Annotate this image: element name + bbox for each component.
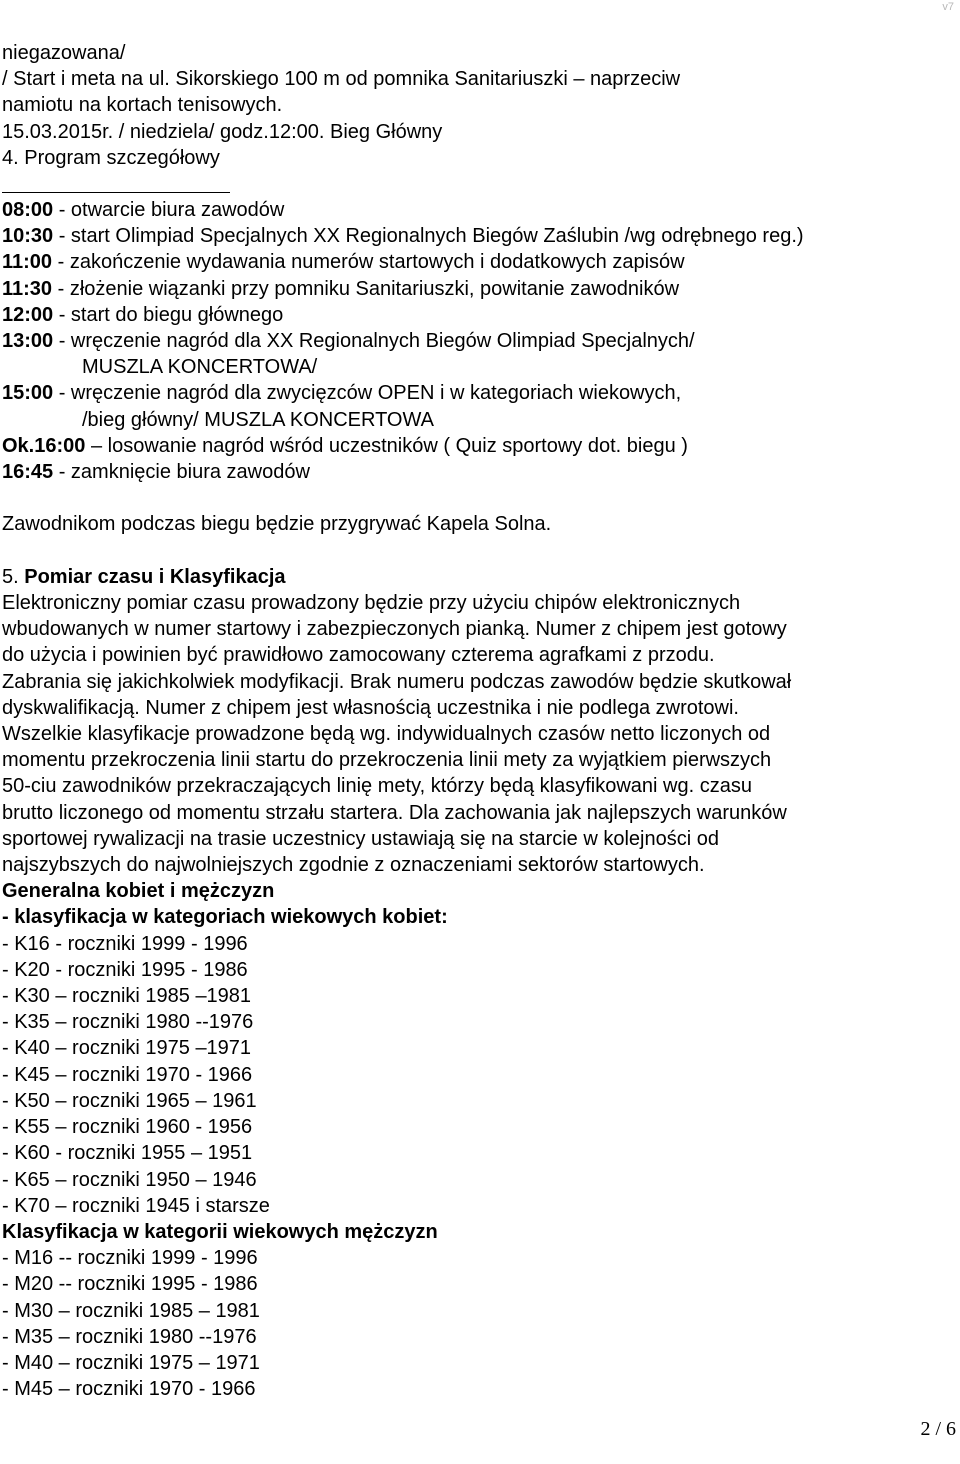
category-item: - K16 - roczniki 1999 - 1996 (2, 932, 248, 955)
paragraph-line: dyskwalifikacją. Numer z chipem jest własnością uczestnika i nie podlega zwrotowi. (2, 696, 739, 719)
paragraph-line: momentu przekroczenia linii startu do przekroczenia linii mety za wyjątkiem pierwszych (2, 749, 772, 772)
schedule-text: - zakończenie wydawania numerów startowych i dodatkowych zapisów (52, 251, 685, 274)
schedule-time: 13:00 (2, 330, 54, 353)
schedule-time: 16:45 (2, 461, 54, 484)
category-item: - K50 – roczniki 1965 – 1961 (2, 1089, 257, 1112)
category-item: - K30 – roczniki 1985 –1981 (2, 985, 252, 1008)
section-paragraph (2, 590, 952, 878)
schedule-item (2, 459, 952, 485)
men-categories (2, 1245, 952, 1402)
version-label: v7 (942, 1, 954, 13)
schedule-item (2, 433, 952, 459)
category-item: - K45 – roczniki 1970 - 1966 (2, 1063, 253, 1086)
paragraph-line: najszybszych do najwolniejszych zgodnie z oznaczeniami sektorów startowych. (2, 854, 705, 877)
general-heading: Generalna kobiet i mężczyzn (2, 880, 275, 903)
category-item: - K60 - roczniki 1955 – 1951 (2, 1142, 253, 1165)
category-item: - K20 - roczniki 1995 - 1986 (2, 958, 248, 981)
category-item: - K55 – roczniki 1960 - 1956 (2, 1116, 253, 1139)
category-item: - K70 – roczniki 1945 i starsze (2, 1194, 270, 1217)
schedule-text: - złożenie wiązanki przy pomniku Sanitariuszki, powitanie zawodników (52, 277, 680, 300)
paragraph-line: brutto liczonego od momentu strzału startera. Dla zachowania jak najlepszych warunków (2, 801, 787, 824)
section-heading (2, 564, 952, 590)
paragraph-line: Zabrania się jakichkolwiek modyfikacji. Brak numeru podczas zawodów będzie skutkował (2, 670, 792, 693)
page-number: 2 / 6 (920, 1418, 956, 1440)
schedule-text: - wręczenie nagród dla zwycięzców OPEN i w kategoriach wiekowych, (53, 382, 682, 405)
section-title: Pomiar czasu i Klasyfikacja (18, 565, 286, 588)
schedule-item (2, 380, 952, 406)
category-item: - K40 – roczniki 1975 –1971 (2, 1037, 252, 1060)
schedule-text: - zamknięcie biura zawodów (53, 461, 310, 484)
schedule-time: Ok.16:00 (2, 434, 86, 457)
category-item: - K35 – roczniki 1980 --1976 (2, 1011, 254, 1034)
category-item: - M45 – roczniki 1970 - 1966 (2, 1378, 256, 1401)
paragraph-line: sportowej rywalizacji na trasie uczestnicy ustawiają się na starcie w kolejności od (2, 827, 719, 850)
schedule-time: 15:00 (2, 382, 54, 405)
spacer (2, 538, 952, 564)
paragraph-line: 50-ciu zawodników przekraczających linię mety, którzy będą klasyfikowani wg. czasu (2, 775, 752, 798)
schedule-list (2, 197, 952, 485)
schedule-time: 08:00 (2, 199, 54, 222)
band-note: Zawodnikom podczas biegu będzie przygrywać Kapela Solna. (2, 513, 552, 536)
men-heading: Klasyfikacja w kategorii wiekowych mężczyzn (2, 1220, 438, 1243)
schedule-text: - otwarcie biura zawodów (53, 199, 285, 222)
paragraph-line: do użycia i powinien być prawidłowo zamocowany czterema agrafkami z przodu. (2, 644, 715, 667)
schedule-item-continuation: /bieg główny/ MUSZLA KONCERTOWA (82, 408, 434, 431)
section-number: 5. (2, 565, 19, 588)
schedule-time: 11:00 (2, 251, 53, 274)
paragraph-line: wbudowanych w numer startowy i zabezpieczonych pianką. Numer z chipem jest gotowy (2, 618, 787, 641)
schedule-item (2, 197, 952, 223)
category-item: - M30 – roczniki 1985 – 1981 (2, 1299, 260, 1322)
category-item: - M35 – roczniki 1980 --1976 (2, 1325, 257, 1348)
spacer (2, 485, 952, 511)
page-content (2, 40, 952, 1402)
schedule-item-continuation: MUSZLA KONCERTOWA/ (82, 356, 318, 379)
schedule-item (2, 302, 952, 328)
women-categories (2, 931, 952, 1219)
intro-line: niegazowana/ (2, 42, 126, 64)
schedule-text: - start Olimpiad Specjalnych XX Regionalnych Biegów Zaślubin /wg odrębnego reg.) (53, 225, 804, 248)
schedule-time: 10:30 (2, 225, 54, 248)
event-intro (2, 40, 952, 171)
category-item: - M16 -- roczniki 1999 - 1996 (2, 1247, 258, 1270)
schedule-text: - wręczenie nagród dla XX Regionalnych Biegów Olimpiad Specjalnych/ (53, 330, 695, 353)
intro-line: 15.03.2015r. / niedziela/ godz.12:00. Bieg Główny (2, 120, 443, 143)
intro-line: / Start i meta na ul. Sikorskiego 100 m od pomnika Sanitariuszki – naprzeciw (2, 68, 681, 91)
category-item: - M40 – roczniki 1975 – 1971 (2, 1351, 260, 1374)
paragraph-line: Wszelkie klasyfikacje prowadzone będą wg. indywidualnych czasów netto liczonych od (2, 723, 771, 746)
heading-rule (2, 171, 230, 193)
schedule-text: - start do biegu głównego (53, 303, 284, 326)
program-heading: 4. Program szczegółowy (2, 146, 220, 169)
schedule-time: 11:30 (2, 277, 53, 300)
schedule-item (2, 249, 952, 275)
schedule-time: 12:00 (2, 303, 54, 326)
women-heading: - klasyfikacja w kategoriach wiekowych kobiet: (2, 906, 448, 929)
intro-line: namiotu na kortach tenisowych. (2, 94, 283, 117)
paragraph-line: Elektroniczny pomiar czasu prowadzony będzie przy użyciu chipów elektronicznych (2, 592, 741, 615)
category-item: - K65 – roczniki 1950 – 1946 (2, 1168, 257, 1191)
schedule-item (2, 328, 952, 354)
category-item: - M20 -- roczniki 1995 - 1986 (2, 1273, 258, 1296)
schedule-text: – losowanie nagród wśród uczestników ( Quiz sportowy dot. biegu ) (85, 434, 688, 457)
schedule-item (2, 223, 952, 249)
schedule-item (2, 276, 952, 302)
